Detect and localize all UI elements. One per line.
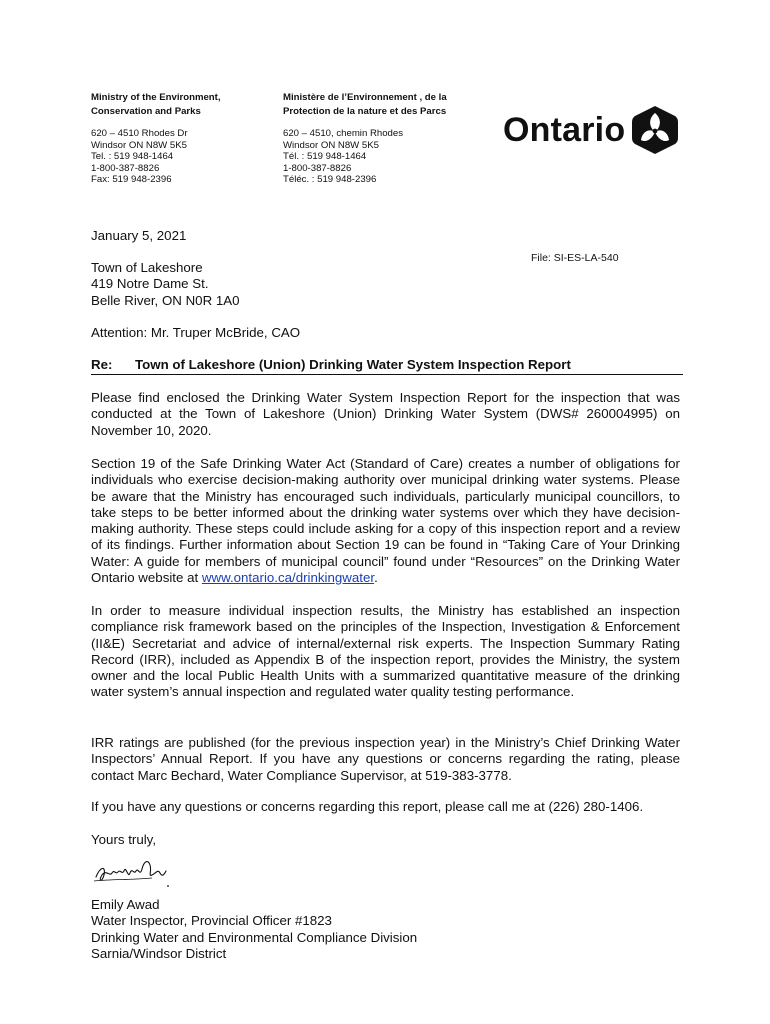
recipient-line1: Town of Lakeshore [91,260,203,275]
fax: Fax: 519 948-2396 [91,174,172,186]
handwritten-signature [92,855,172,891]
ontario-wordmark: Ontario [503,110,626,149]
recipient-address [91,260,240,309]
ontario-logo [503,104,679,156]
fax-fr: Téléc. : 519 948-2396 [283,174,377,186]
toll-free: 1-800-387-8826 [91,162,160,174]
recipient-line3: Belle River, ON N0R 1A0 [91,292,240,308]
header-french [283,91,447,186]
paragraph-3: In order to measure individual inspection results, the Ministry has established an inspection compliance risk framework based on the principles of the Inspection, Investigation & Enforcement (II&E) Secretariat and advice of internal/external risk experts. The Inspection Summary Rating Record (IRR), included as Appendix B of the inspection report, provides the Ministry, the system owner and the local Public Health Units with a summarized quantitative measure of the drinking water system’s annual inspection and regulated water quality testing performance. [91,603,680,700]
paragraph-2 [91,456,680,586]
paragraph-2-end: . [374,570,378,586]
ministry-name-line2: Conservation and Parks [91,105,201,117]
paragraph-2-text: Section 19 of the Safe Drinking Water Act (Standard of Care) creates a number of obligations for individuals who exercise decision-making authority over municipal drinking water systems. Please be aware that the Ministry has encouraged such individuals, particularly municipal councillors, to take steps to be better informed about the drinking water systems over which they have decision-making authority. These steps could include asking for a copy of this inspection report and a review of its findings. Further information about Section 19 can be found in “Taking Care of Your Drinking Water: A guide for members of municipal council” found under “Resources” on the Drinking Water Ontario website at [91,456,680,586]
ministry-name-line1: Ministry of the Environment, [91,92,221,103]
address-fr-line1: 620 – 4510, chemin Rhodes [283,128,404,139]
ministry-name-fr-line1: Ministère de l’Environnement , de la [283,92,447,103]
signer-division: Drinking Water and Environmental Compliance Division [91,929,418,945]
re-label: Re: [91,357,113,372]
telephone-fr: Tél. : 519 948-1464 [283,151,367,163]
attention-line: Attention: Mr. Truper McBride, CAO [91,325,301,340]
ministry-name-fr-line2: Protection de la nature et des Parcs [283,105,447,117]
signer-title: Water Inspector, Provincial Officer #1823 [91,913,332,929]
address-line2: Windsor ON N8W 5K5 [91,139,187,151]
file-reference: File: SI-ES-LA-540 [531,252,619,264]
re-subject: Town of Lakeshore (Union) Drinking Water System Inspection Report [135,357,571,372]
paragraph-1: Please find enclosed the Drinking Water System Inspection Report for the inspection that was conducted at the Town of Lakeshore (Union) Drinking Water System (DWS# 260004995) on November 10, 2020. [91,390,680,438]
address-line1: 620 – 4510 Rhodes Dr [91,128,188,139]
telephone: Tel. : 519 948-1464 [91,151,174,163]
closing: Yours truly, [91,832,157,847]
paragraph-5: If you have any questions or concerns regarding this report, please call me at (226) 280-1406. [91,799,644,814]
signer-block [91,897,417,962]
letter-date: January 5, 2021 [91,228,187,243]
toll-free-fr: 1-800-387-8826 [283,162,352,174]
signer-district: Sarnia/Windsor District [91,945,227,961]
trillium-icon [631,104,679,156]
header-english [91,91,221,186]
recipient-line2: 419 Notre Dame St. [91,276,209,292]
paragraph-4: IRR ratings are published (for the previous inspection year) in the Ministry’s Chief Drinking Water Inspectors’ Annual Report. If you have any questions or concerns regarding the rating, please contact Marc Bechard, Water Compliance Supervisor, at 519-383-3778. [91,735,680,783]
address-fr-line2: Windsor ON N8W 5K5 [283,139,379,151]
subject-line [91,357,683,375]
drinking-water-link[interactable]: www.ontario.ca/drinkingwater [201,570,375,586]
signer-name: Emily Awad [91,897,160,912]
